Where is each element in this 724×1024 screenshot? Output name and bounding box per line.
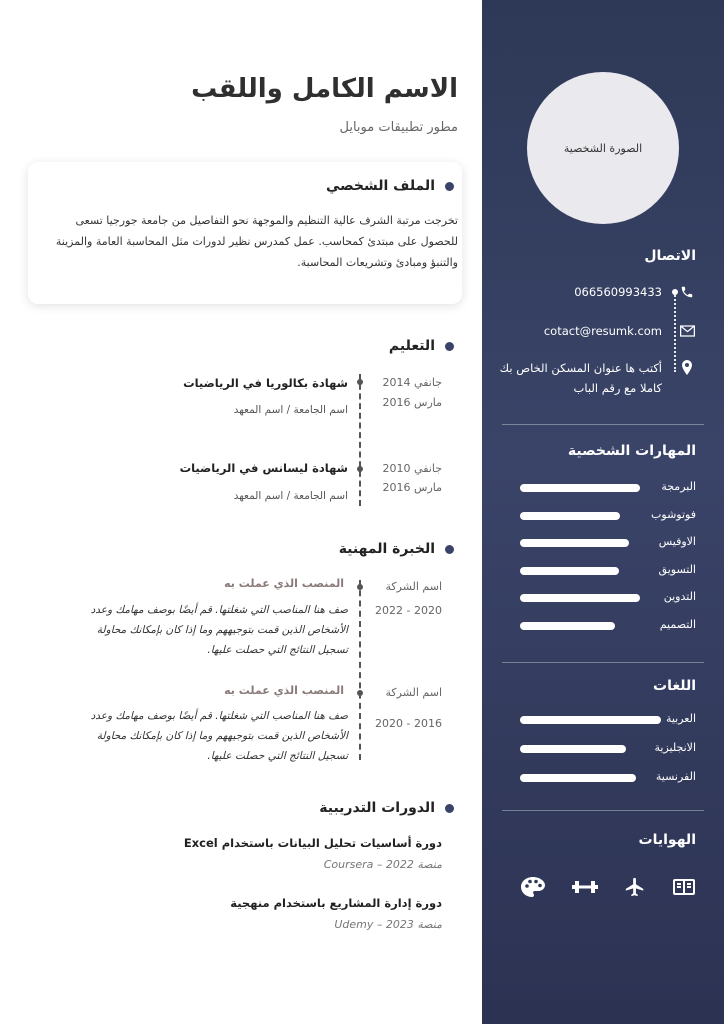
skill-row xyxy=(520,563,696,577)
skill-level-bar xyxy=(520,622,615,630)
profile-heading xyxy=(326,178,454,194)
skill-level-bar xyxy=(520,484,640,492)
company-name: اسم الشركة xyxy=(385,580,442,593)
course-name: دورة أساسيات تحليل البيانات باستخدام Excel xyxy=(183,836,442,850)
contact-title: الاتصال xyxy=(644,248,696,264)
skill-label: التسويق xyxy=(658,562,696,576)
education-school: اسم الجامعة / اسم المعهد xyxy=(233,490,348,502)
language-row xyxy=(520,770,696,784)
sidebar-divider xyxy=(502,662,704,663)
experience-role: المنصب الذي عملت به xyxy=(224,577,344,590)
courses-title: الدورات التدريبية xyxy=(319,800,435,816)
language-row xyxy=(520,712,696,726)
education-start-date: جانفي 2014 xyxy=(382,376,442,389)
education-degree: شهادة ليسانس في الرياضيات xyxy=(179,461,348,475)
education-heading xyxy=(389,338,454,354)
skill-label: البرمجة xyxy=(661,480,696,493)
language-label: الانجليزية xyxy=(654,741,696,754)
skill-level-bar xyxy=(520,512,620,520)
skill-label: فوتوشوب xyxy=(651,507,696,521)
language-level-bar xyxy=(520,716,661,724)
hobbies-title: الهوايات xyxy=(638,832,696,848)
section-bullet xyxy=(445,545,454,554)
experience-role: المنصب الذي عملت به xyxy=(224,684,344,697)
timeline-dot xyxy=(357,584,363,590)
language-label: الفرنسية xyxy=(655,770,696,783)
skill-row xyxy=(520,480,696,494)
address-line-1: أكتب ها عنوان المسكن الخاص بك xyxy=(499,361,662,375)
skill-row xyxy=(520,535,696,549)
languages-title: اللغات xyxy=(653,678,696,694)
profile-summary: تخرجت مرتبة الشرف عالية التنظيم والموجهة نحو التفاصيل من جامعة جورجيا تسعى للحصول على مبتدئ كمحاسب. عمل كمدرس نظير لدورات مثل المحاسبة العامة والمزينة والتنبؤ ومبادئ وتشريعات المحاسبة. xyxy=(55,214,458,269)
course-name: دورة إدارة المشاريع باستخدام منهجية xyxy=(230,896,442,910)
experience-timeline xyxy=(359,580,361,760)
sidebar-divider xyxy=(502,810,704,811)
address xyxy=(500,358,662,398)
language-level-bar xyxy=(520,774,636,782)
course-platform: منصة Coursera – 2022 xyxy=(323,858,442,871)
profile-title: الملف الشخصي xyxy=(325,178,435,194)
hobbies-icons xyxy=(520,876,696,898)
mail-icon xyxy=(678,322,696,340)
book-icon xyxy=(672,878,696,896)
skill-row xyxy=(520,508,696,522)
section-bullet xyxy=(445,182,454,191)
course-platform: منصة Udemy – 2023 xyxy=(334,918,442,931)
location-pin-icon xyxy=(678,358,696,376)
section-bullet xyxy=(445,804,454,813)
company-name: اسم الشركة xyxy=(385,686,442,699)
experience-period: 2016 - 2020 xyxy=(375,717,442,730)
education-school: اسم الجامعة / اسم المعهد xyxy=(233,404,348,416)
experience-title: الخبرة المهنية xyxy=(338,541,435,557)
education-degree: شهادة بكالوريا في الرياضيات xyxy=(183,376,348,390)
contact-dot xyxy=(672,289,678,295)
education-end-date: مارس 2016 xyxy=(382,396,442,409)
photo-label: الصورة الشخصية xyxy=(563,141,643,155)
experience-description: صف هنا المناصب التي شغلتها. قم أيضًا بوصف مهامك وعدد الأشخاص الذين قمت بتوجيههم وما إذا كان بإمكانك محاولة تسجيل النتائج التي حصلت عليها. xyxy=(90,710,348,762)
language-level-bar xyxy=(520,745,626,753)
education-start-date: جانفي 2010 xyxy=(382,462,442,475)
experience-description: صف هنا المناصب التي شغلتها. قم أيضًا بوصف مهامك وعدد الأشخاص الذين قمت بتوجيههم وما إذا كان بإمكانك محاولة تسجيل النتائج التي حصلت عليها. xyxy=(90,604,348,656)
phone-icon xyxy=(678,283,696,301)
skill-label: التدوين xyxy=(663,590,696,603)
education-timeline xyxy=(359,374,361,506)
courses-heading xyxy=(319,800,454,816)
job-title: مطور تطبيقات موبايل xyxy=(339,120,458,135)
profile-photo-placeholder xyxy=(527,72,679,224)
timeline-dot xyxy=(357,690,363,696)
experience-period: 2020 - 2022 xyxy=(375,604,442,617)
email-address[interactable]: cotact@resumk.com xyxy=(543,324,662,338)
language-label: العربية xyxy=(665,712,696,725)
education-title: التعليم xyxy=(388,338,435,354)
experience-heading xyxy=(339,541,454,557)
skills-title: المهارات الشخصية xyxy=(567,443,696,459)
phone-number[interactable]: 066560993433 xyxy=(574,285,662,299)
palette-icon xyxy=(520,876,546,898)
skill-row xyxy=(520,618,696,632)
skill-level-bar xyxy=(520,539,629,547)
address-line-2: كاملا مع رقم الباب xyxy=(573,381,662,395)
timeline-dot xyxy=(357,466,363,472)
education-end-date: مارس 2016 xyxy=(382,481,442,494)
timeline-dot xyxy=(357,379,363,385)
skill-level-bar xyxy=(520,594,640,602)
contact-timeline xyxy=(674,292,676,372)
sidebar xyxy=(482,0,724,1024)
language-row xyxy=(520,741,696,755)
dumbbell-icon xyxy=(572,879,598,895)
airplane-icon xyxy=(624,876,646,898)
section-bullet xyxy=(445,342,454,351)
skill-label: الاوفيس xyxy=(658,535,696,548)
skill-label: التصميم xyxy=(659,617,696,631)
skill-row xyxy=(520,590,696,604)
skill-level-bar xyxy=(520,567,619,575)
sidebar-divider xyxy=(502,424,704,425)
full-name: الاسم الكامل واللقب xyxy=(191,74,458,104)
